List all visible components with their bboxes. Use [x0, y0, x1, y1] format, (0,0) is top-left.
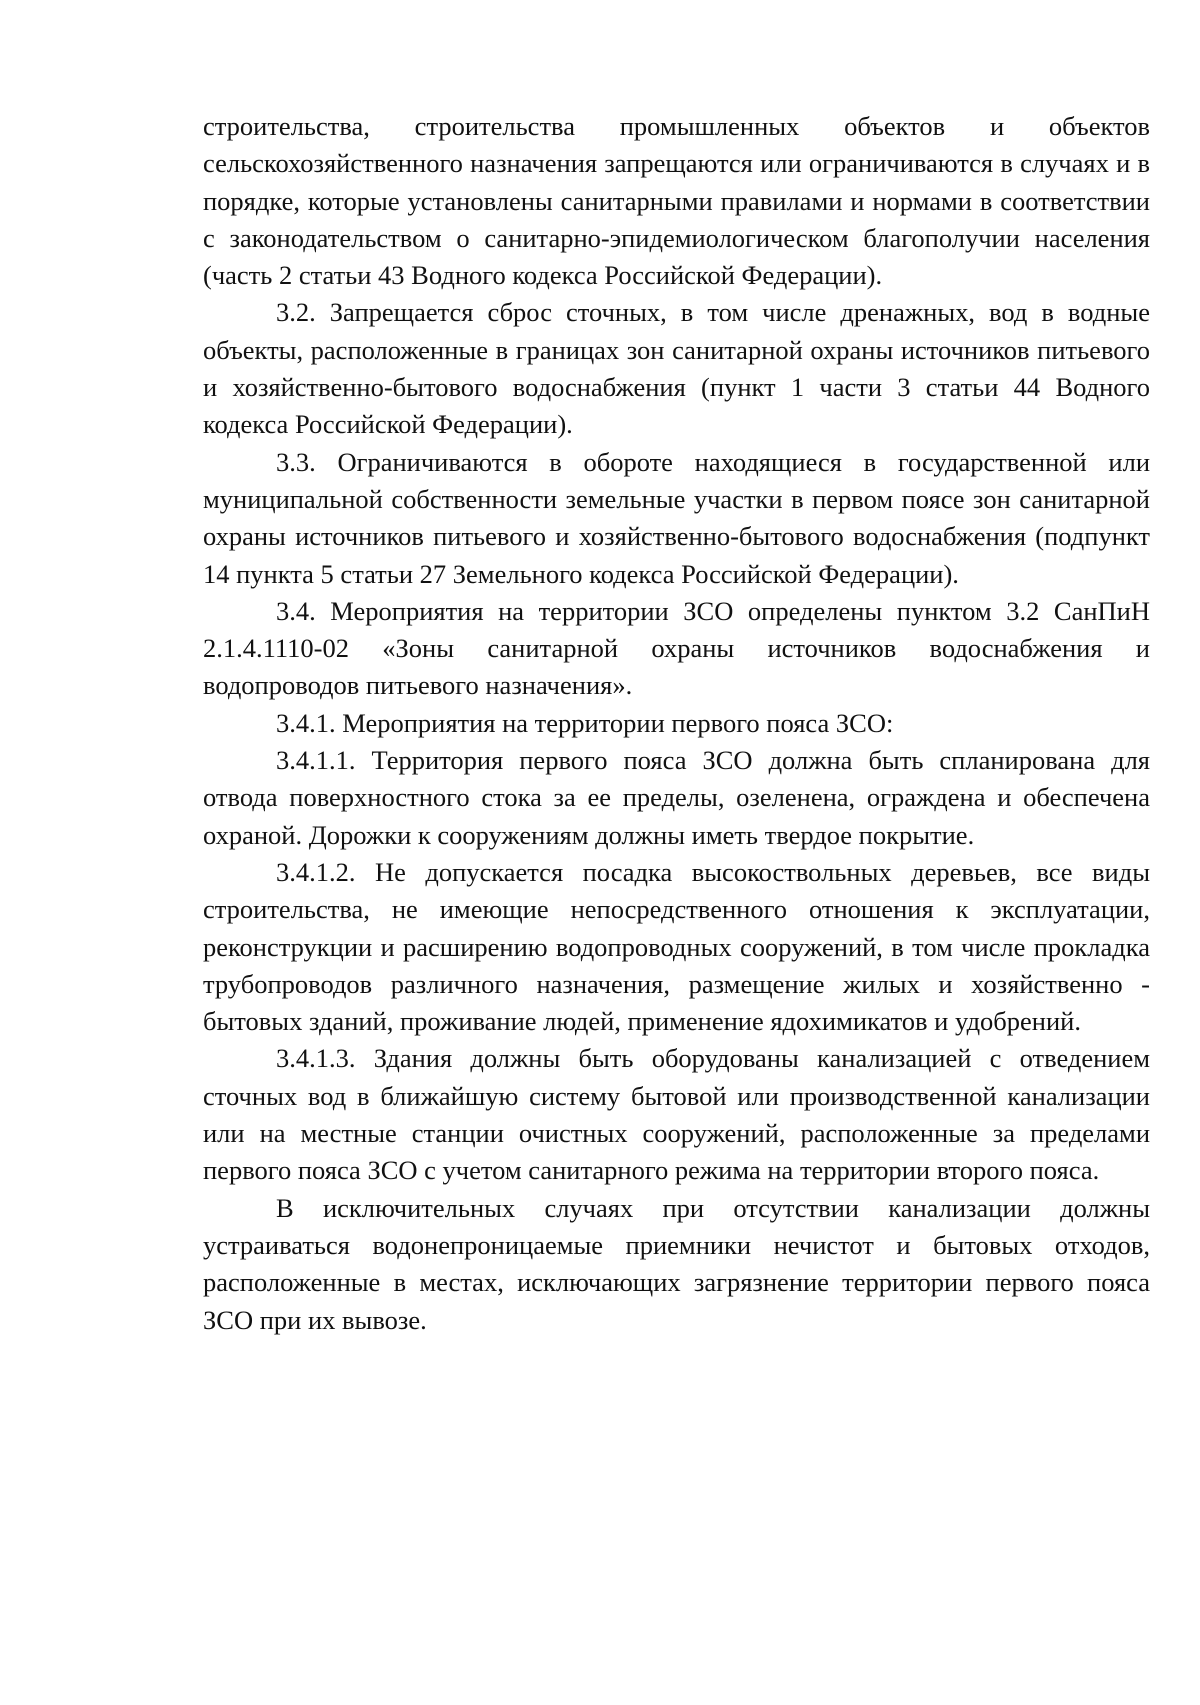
paragraph-3-4: 3.4. Мероприятия на территории ЗСО определены пунктом 3.2 СанПиН 2.1.4.1110-02 «Зоны санитарной охраны источников водоснабжения и водопроводов питьевого назначения». — [203, 595, 1150, 701]
paragraph-3-2: 3.2. Запрещается сброс сточных, в том числе дренажных, вод в водные объекты, расположенные в границах зон санитарной охраны источников питьевого и хозяйственно-бытового водоснабжения (пункт 1 части 3 статьи 44 Водного кодекса Российской Федерации). — [203, 297, 1150, 440]
paragraph-3-4-1-3: 3.4.1.3. Здания должны быть оборудованы канализацией с отведением сточных вод в ближайшую систему бытовой или производственной канализации или на местные станции очистных сооружений, расположенные за пределами первого пояса ЗСО с учетом санитарного режима на территории второго пояса. — [203, 1043, 1150, 1186]
paragraph-3-4-1: 3.4.1. Мероприятия на территории первого пояса ЗСО: — [276, 707, 894, 738]
paragraph-3-4-1-1: 3.4.1.1. Территория первого пояса ЗСО должна быть спланирована для отвода поверхностного стока за ее пределы, озеленена, ограждена и обеспечена охраной. Дорожки к сооружениям должны иметь твердое покрытие. — [203, 745, 1150, 850]
paragraph-continuation: строительства, строительства промышленных объектов и объектов сельскохозяйственного назначения запрещаются или ограничиваются в случаях и в порядке, которые установлены санитарными правилами и нормами в соответствии с законодательством о санитарно-эпидемиологическом благополучии населения (часть 2 статьи 43 Водного кодекса Российской Федерации). — [203, 111, 1150, 291]
paragraph-3-4-1-2: 3.4.1.2. Не допускается посадка высокоствольных деревьев, все виды строительства, не имеющие непосредственного отношения к эксплуатации, реконструкции и расширению водопроводных сооружений, в том числе прокладка трубопроводов различного назначения, размещение жилых и хозяйственно - бытовых зданий, проживание людей, применение ядохимикатов и удобрений. — [203, 856, 1150, 1037]
paragraph-3-3: 3.3. Ограничиваются в обороте находящиеся в государственной или муниципальной собственности земельные участки в первом поясе зон санитарной охраны источников питьевого и хозяйственно-бытового водоснабжения (подпункт 14 пункта 5 статьи 27 Земельного кодекса Российской Федерации). — [203, 446, 1150, 589]
paragraph-exceptional-cases: В исключительных случаях при отсутствии канализации должны устраиваться водонепроницаемые приемники нечистот и бытовых отходов, расположенные в местах, исключающих загрязнение территории первого пояса ЗСО при их вывозе. — [203, 1192, 1150, 1335]
document-body — [203, 108, 1150, 1339]
